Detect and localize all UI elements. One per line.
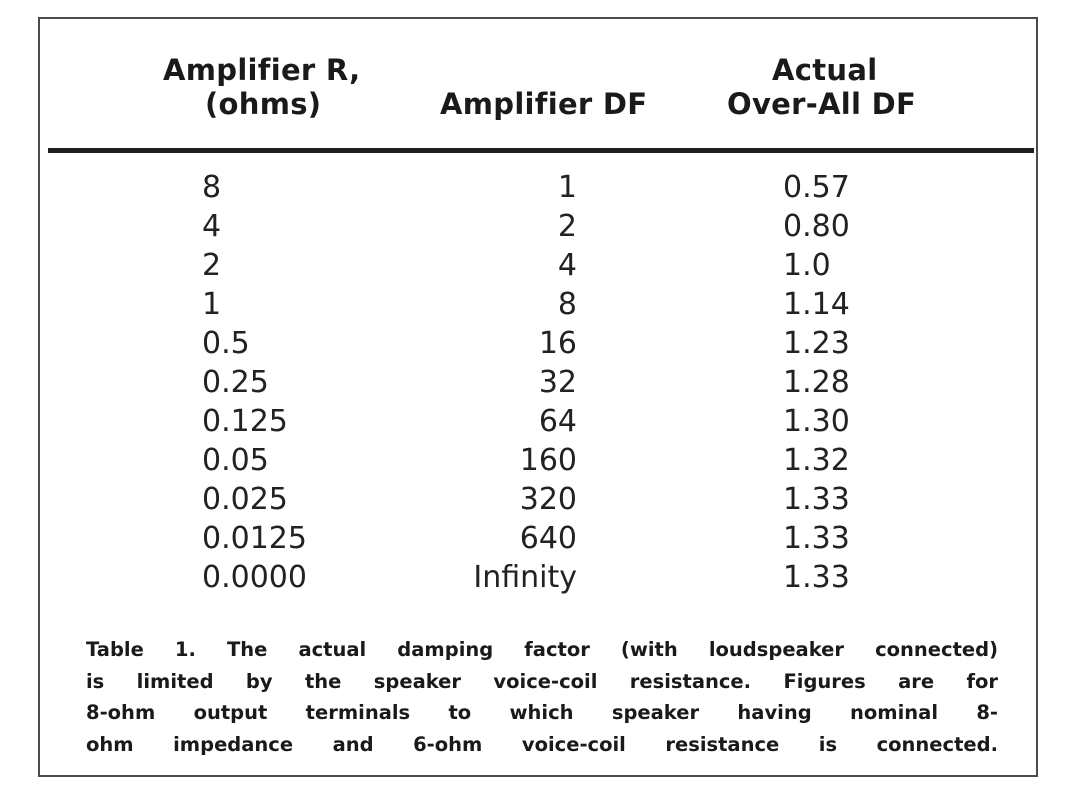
table-row bbox=[0, 558, 1080, 597]
cell-overall-df: 1.0 bbox=[783, 248, 831, 283]
cell-amplifier-r: 0.05 bbox=[202, 443, 269, 478]
cell-overall-df: 1.14 bbox=[783, 287, 850, 322]
caption-line: 8-ohm output terminals to which speaker having nominal 8- bbox=[86, 701, 998, 724]
caption-line: is limited by the speaker voice-coil resistance. Figures are for bbox=[86, 669, 998, 693]
table-row bbox=[0, 363, 1080, 402]
table-row bbox=[0, 285, 1080, 324]
header-amplifier-r-unit: (ohms) bbox=[205, 87, 322, 121]
caption-line: ohm impedance and 6-ohm voice-coil resistance is connected. bbox=[86, 732, 998, 756]
cell-amplifier-r: 0.0125 bbox=[202, 521, 307, 556]
cell-amplifier-df: 4 bbox=[557, 248, 577, 283]
cell-overall-df: 1.30 bbox=[783, 404, 850, 439]
cell-amplifier-r: 2 bbox=[202, 248, 222, 283]
table-row bbox=[0, 207, 1080, 246]
cell-overall-df: 0.57 bbox=[783, 170, 850, 205]
cell-overall-df: 1.33 bbox=[783, 560, 850, 595]
table-row bbox=[0, 519, 1080, 558]
cell-amplifier-df: 640 bbox=[519, 521, 577, 556]
cell-amplifier-df: 2 bbox=[557, 209, 577, 244]
cell-amplifier-df: 16 bbox=[538, 326, 577, 361]
cell-amplifier-r: 1 bbox=[202, 287, 222, 322]
header-actual: Actual bbox=[772, 53, 878, 87]
header-over-all-df: Over-All DF bbox=[727, 87, 917, 121]
cell-amplifier-df: 32 bbox=[538, 365, 577, 400]
table-row bbox=[0, 168, 1080, 207]
table-row bbox=[0, 402, 1080, 441]
cell-overall-df: 1.32 bbox=[783, 443, 850, 478]
cell-amplifier-df: 320 bbox=[519, 482, 577, 517]
cell-amplifier-df: Infinity bbox=[473, 560, 577, 595]
header-rule bbox=[48, 148, 1034, 153]
header-amplifier-df: Amplifier DF bbox=[440, 87, 648, 121]
table-row bbox=[0, 480, 1080, 519]
cell-amplifier-r: 0.25 bbox=[202, 365, 269, 400]
cell-overall-df: 1.23 bbox=[783, 326, 850, 361]
cell-amplifier-r: 0.025 bbox=[202, 482, 288, 517]
cell-amplifier-r: 0.5 bbox=[202, 326, 250, 361]
header-amplifier-r: Amplifier R, bbox=[163, 53, 361, 87]
cell-overall-df: 1.33 bbox=[783, 521, 850, 556]
cell-amplifier-df: 64 bbox=[538, 404, 577, 439]
cell-overall-df: 1.33 bbox=[783, 482, 850, 517]
cell-amplifier-df: 1 bbox=[557, 170, 577, 205]
cell-amplifier-df: 160 bbox=[519, 443, 577, 478]
cell-amplifier-r: 0.0000 bbox=[202, 560, 307, 595]
cell-overall-df: 1.28 bbox=[783, 365, 850, 400]
cell-amplifier-r: 8 bbox=[202, 170, 222, 205]
cell-overall-df: 0.80 bbox=[783, 209, 850, 244]
cell-amplifier-r: 0.125 bbox=[202, 404, 288, 439]
table-caption bbox=[86, 634, 998, 760]
cell-amplifier-df: 8 bbox=[557, 287, 577, 322]
table-body bbox=[0, 168, 1080, 597]
caption-line: Table 1. The actual damping factor (with loudspeaker connected) bbox=[86, 638, 998, 661]
table-row bbox=[0, 324, 1080, 363]
table-row bbox=[0, 441, 1080, 480]
cell-amplifier-r: 4 bbox=[202, 209, 222, 244]
table-row bbox=[0, 246, 1080, 285]
